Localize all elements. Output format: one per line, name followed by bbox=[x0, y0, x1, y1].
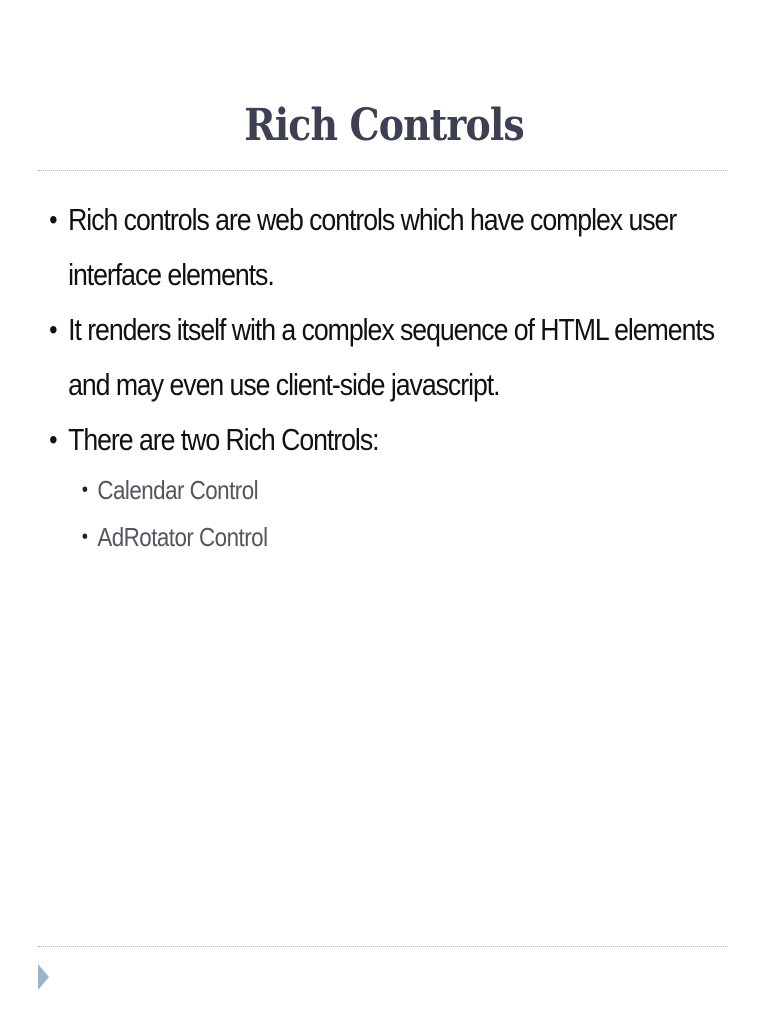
bullet-text: Rich controls are web controls which have complex user interface elements. bbox=[68, 202, 677, 292]
slide-title: Rich Controls bbox=[244, 100, 524, 151]
bullet-item bbox=[44, 412, 760, 467]
bullet-text: There are two Rich Controls: bbox=[68, 422, 379, 457]
footer-divider bbox=[38, 946, 728, 947]
bullet-item bbox=[44, 302, 760, 412]
bullet-text: It renders itself with a complex sequence of HTML elements and may even use client-side javascript. bbox=[68, 312, 715, 402]
bullet-dot-icon: • bbox=[49, 424, 57, 455]
sub-bullet-text: AdRotator Control bbox=[97, 522, 268, 552]
bullet-dot-icon: • bbox=[49, 314, 57, 345]
sub-bullet-dot-icon: • bbox=[81, 479, 88, 501]
sub-bullet-dot-icon: • bbox=[81, 526, 88, 548]
slide-body bbox=[44, 192, 734, 561]
bullet-dot-icon: • bbox=[49, 204, 57, 235]
title-divider bbox=[38, 170, 728, 171]
sub-bullet-item bbox=[44, 514, 768, 561]
next-arrow-icon[interactable] bbox=[38, 964, 49, 990]
sub-bullet-text: Calendar Control bbox=[97, 475, 259, 505]
bullet-item bbox=[44, 192, 760, 302]
sub-bullet-item bbox=[44, 467, 768, 514]
